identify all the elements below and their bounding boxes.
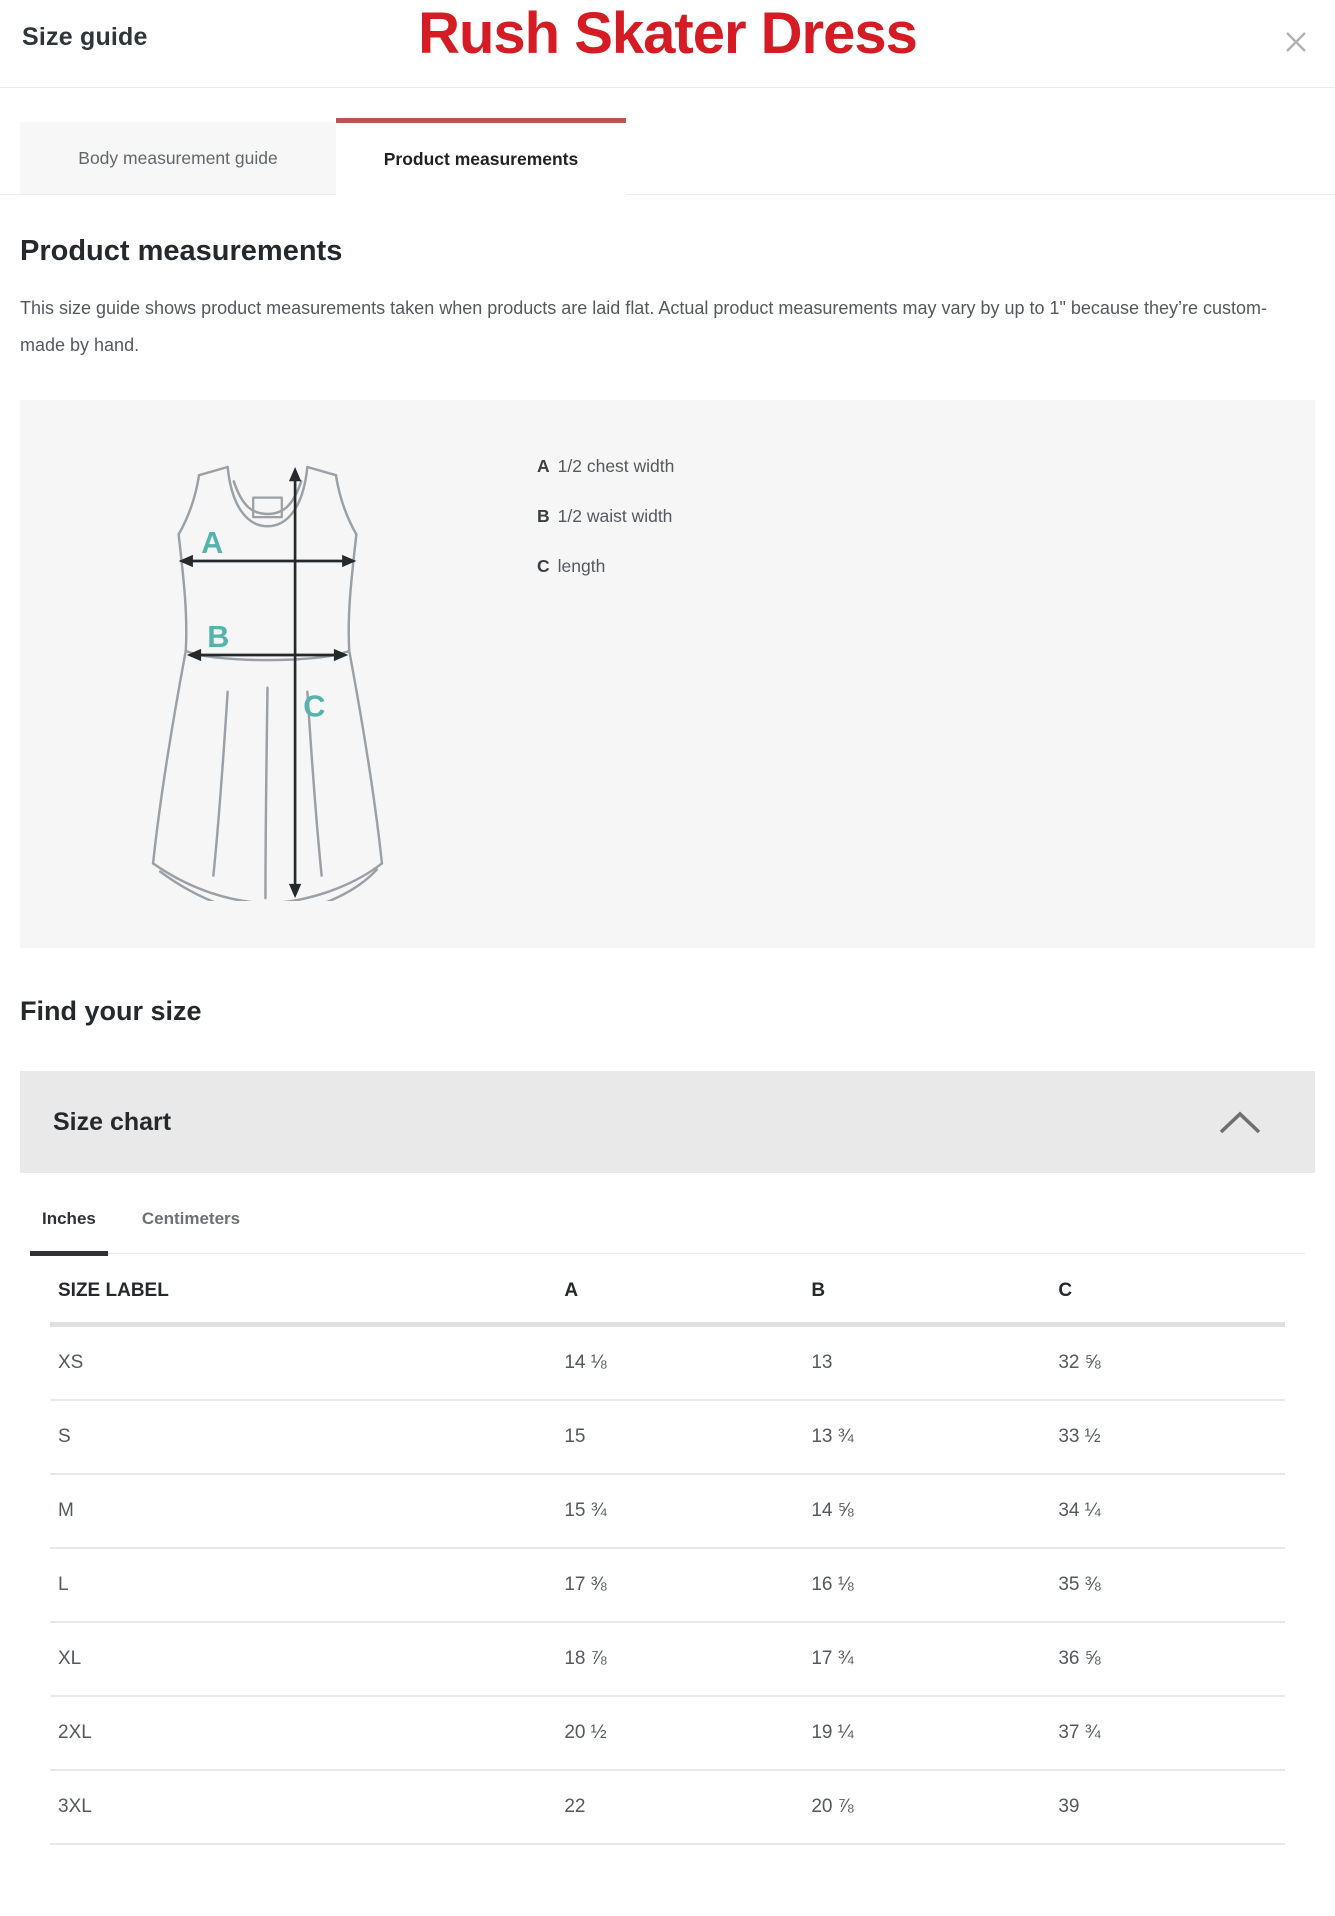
measurement-a-cell: 18 ⅞ xyxy=(556,1622,803,1696)
legend-item-b xyxy=(537,506,674,527)
close-icon xyxy=(1281,27,1311,57)
legend-letter: C xyxy=(537,556,550,576)
unit-tabs xyxy=(30,1209,1305,1254)
measurement-a-cell: 15 ¾ xyxy=(556,1474,803,1548)
table-row xyxy=(50,1770,1285,1844)
table-row xyxy=(50,1474,1285,1548)
measurement-c-cell: 32 ⅝ xyxy=(1050,1325,1285,1401)
size-label-cell: M xyxy=(50,1474,556,1548)
unit-tab-label: Inches xyxy=(42,1209,96,1228)
measurement-b-cell: 13 ¾ xyxy=(803,1400,1050,1474)
column-header-c: C xyxy=(1050,1254,1285,1325)
legend-item-a xyxy=(537,456,674,477)
measurement-b-cell: 20 ⅞ xyxy=(803,1770,1050,1844)
dress-diagram xyxy=(150,456,385,901)
tab-inches[interactable] xyxy=(30,1209,108,1256)
tab-centimeters[interactable] xyxy=(130,1209,252,1253)
size-chart-title: Size chart xyxy=(53,1107,172,1136)
size-label-cell: XL xyxy=(50,1622,556,1696)
measurement-c-cell: 34 ¼ xyxy=(1050,1474,1285,1548)
column-header-size-label: SIZE LABEL xyxy=(50,1254,556,1325)
modal-title: Size guide xyxy=(22,23,148,51)
column-header-a: A xyxy=(556,1254,803,1325)
chevron-up-icon xyxy=(1217,1109,1263,1135)
measurement-c-cell: 33 ½ xyxy=(1050,1400,1285,1474)
table-row xyxy=(50,1548,1285,1622)
measurement-a-cell: 17 ⅜ xyxy=(556,1548,803,1622)
diagram-letter-a: A xyxy=(201,525,224,560)
tab-product-measurements[interactable] xyxy=(336,118,626,195)
measurement-c-cell: 35 ⅜ xyxy=(1050,1548,1285,1622)
diagram-letter-b: B xyxy=(207,619,230,654)
size-label-cell: 2XL xyxy=(50,1696,556,1770)
size-label-cell: S xyxy=(50,1400,556,1474)
find-your-size-heading: Find your size xyxy=(20,996,202,1026)
size-chart-toggle[interactable] xyxy=(20,1071,1315,1173)
measurement-b-cell: 13 xyxy=(803,1325,1050,1401)
measurement-b-cell: 19 ¼ xyxy=(803,1696,1050,1770)
measurement-b-cell: 17 ¾ xyxy=(803,1622,1050,1696)
table-row xyxy=(50,1400,1285,1474)
table-row xyxy=(50,1696,1285,1770)
legend-text: length xyxy=(557,556,606,576)
measurement-a-cell: 20 ½ xyxy=(556,1696,803,1770)
size-label-cell: XS xyxy=(50,1325,556,1401)
measurement-c-cell: 37 ¾ xyxy=(1050,1696,1285,1770)
measurement-a-cell: 22 xyxy=(556,1770,803,1844)
product-title: Rush Skater Dress xyxy=(418,1,917,66)
measurement-diagram-panel xyxy=(20,400,1315,948)
legend-letter: A xyxy=(537,456,550,476)
measurement-b-cell: 16 ⅛ xyxy=(803,1548,1050,1622)
legend-item-c xyxy=(537,556,674,577)
size-chart-table xyxy=(50,1254,1285,1845)
measurement-c-cell: 39 xyxy=(1050,1770,1285,1844)
tab-body-measurement-guide[interactable] xyxy=(20,122,336,194)
table-row xyxy=(50,1622,1285,1696)
unit-tab-label: Centimeters xyxy=(141,1209,241,1228)
measurement-a-cell: 15 xyxy=(556,1400,803,1474)
diagram-legend xyxy=(537,428,674,948)
measurement-b-cell: 14 ⅝ xyxy=(803,1474,1050,1548)
guide-tabs xyxy=(0,118,1335,195)
measurement-c-cell: 36 ⅝ xyxy=(1050,1622,1285,1696)
modal-header xyxy=(0,0,1335,88)
legend-text: 1/2 chest width xyxy=(557,456,675,476)
column-header-b: B xyxy=(803,1254,1050,1325)
tab-label: Product measurements xyxy=(383,148,579,169)
table-row xyxy=(50,1325,1285,1401)
legend-text: 1/2 waist width xyxy=(557,506,673,526)
table-header-row xyxy=(50,1254,1285,1325)
diagram-letter-c: C xyxy=(303,689,326,724)
size-label-cell: 3XL xyxy=(50,1770,556,1844)
measurement-a-cell: 14 ⅛ xyxy=(556,1325,803,1401)
tab-label: Body measurement guide xyxy=(78,147,278,168)
page-title: Product measurements xyxy=(20,235,343,267)
size-label-cell: L xyxy=(50,1548,556,1622)
close-button[interactable] xyxy=(1279,25,1313,59)
legend-letter: B xyxy=(537,506,550,526)
section-description: This size guide shows product measurements taken when products are laid flat. Actual product measurements may vary by up to 1" because they’re custom-made by hand. xyxy=(20,298,1268,355)
